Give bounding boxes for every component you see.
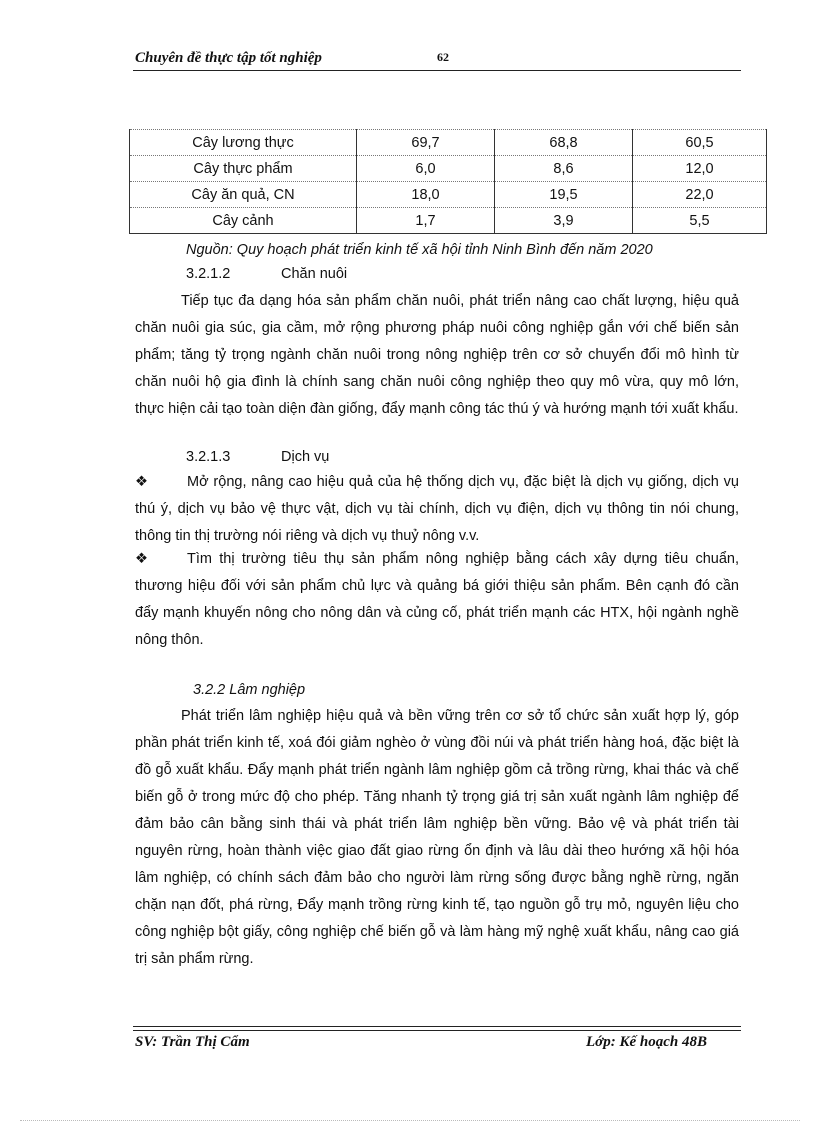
table-row bbox=[130, 130, 767, 156]
table-cell: Cây lương thực bbox=[130, 130, 357, 156]
table-cell: 6,0 bbox=[357, 156, 495, 182]
table-cell: Cây ăn quả, CN bbox=[130, 182, 357, 208]
crop-structure-table bbox=[129, 129, 767, 234]
table-cell: 18,0 bbox=[357, 182, 495, 208]
table-row bbox=[130, 182, 767, 208]
bullet-text: Mở rộng, nâng cao hiệu quả của hệ thống dịch vụ, đặc biệt là dịch vụ giống, dịch vụ thú ý, dịch vụ bảo vệ thực vật, dịch vụ tài chính, dịch vụ điện, dịch vụ thông tin nói chung, thông tin thị trường nói riêng và dịch vụ thuỷ nông v.v. bbox=[135, 474, 739, 544]
table-cell: 3,9 bbox=[495, 208, 633, 234]
diamond-bullet-icon: ❖ bbox=[135, 551, 148, 567]
section-heading-322: 3.2.2 Lâm nghiệp bbox=[193, 682, 306, 698]
table-source-note: Nguồn: Quy hoạch phát triển kinh tế xã hội tỉnh Ninh Bình đến năm 2020 bbox=[186, 242, 653, 258]
diamond-bullet-icon: ❖ bbox=[135, 474, 148, 490]
bullet-item bbox=[135, 546, 739, 654]
table-cell: Cây thực phẩm bbox=[130, 156, 357, 182]
bullet-text: Tìm thị trường tiêu thụ sản phẩm nông nghiệp bằng cách xây dựng tiêu chuẩn, thương hiệu đối với sản phẩm chủ lực và quảng bá giới thiệu sản phẩm. Bên cạnh đó cần đẩy mạnh khuyến nông cho nông dân và củng cố, phát triển mạnh các HTX, hội ngành nghề nông thôn. bbox=[135, 551, 739, 648]
table-row bbox=[130, 208, 767, 234]
table-cell: 22,0 bbox=[633, 182, 767, 208]
table-cell: 12,0 bbox=[633, 156, 767, 182]
page-edge bbox=[20, 1120, 800, 1121]
footer-divider bbox=[133, 1030, 741, 1031]
section-number: 3.2.1.3 bbox=[186, 449, 231, 465]
header-title: Chuyên đề thực tập tốt nghiệp bbox=[135, 50, 322, 66]
paragraph-text: Phát triển lâm nghiệp hiệu quả và bền vững trên cơ sở tổ chức sản xuất hợp lý, góp phần phát triển kinh tế, xoá đói giảm nghèo ở vùng đồi núi và phát triển hàng hoá, đặc biệt là đồ gỗ xuất khẩu. Đẩy mạnh phát triển ngành lâm nghiệp gồm cả trồng rừng, khai thác và chế biến gỗ ở trong mức độ cho phép. Tăng nhanh tỷ trọng giá trị sản xuất ngành lâm nghiệp để đảm bảo cân bằng sinh thái và phát triển lâm nghiệp bền vững. Bảo vệ và phát triển tài nguyên rừng, hoàn thành việc giao đất giao rừng ổn định và lâu dài theo hướng xã hội hóa lâm nghiệp, có chính sách đảm bảo cho người làm rừng sống được bằng nghề rừng, ngăn chặn nạn đốt, phá rừng, Đẩy mạnh trồng rừng kinh tế, tạo nguồn gỗ trụ mỏ, nguyên liệu cho công nghiệp bột giấy, công nghiệp chế biến gỗ và làm hàng mỹ nghệ xuất khẩu, nâng cao giá trị sản phẩm rừng. bbox=[135, 708, 739, 967]
table-cell: 8,6 bbox=[495, 156, 633, 182]
footer-class: Lớp: Kế hoạch 48B bbox=[586, 1034, 707, 1050]
table-cell: 69,7 bbox=[357, 130, 495, 156]
header-divider bbox=[133, 70, 741, 71]
paragraph-text: Tiếp tục đa dạng hóa sản phẩm chăn nuôi, phát triển nâng cao chất lượng, hiệu quả chăn nuôi gia súc, gia cầm, mở rộng phương pháp nuôi công nghiệp gắn với chế biến sản phẩm; tăng tỷ trọng ngành chăn nuôi trong nông nghiệp trên cơ sở chuyển đổi mô hình từ chăn nuôi hộ gia đình là chính sang chăn nuôi công nghiệp theo quy mô vừa, quy mô lớn, thực hiện cải tạo toàn diện đàn giống, đẩy mạnh công tác thú ý và hướng mạnh tới xuất khẩu. bbox=[135, 293, 739, 417]
table-cell: 1,7 bbox=[357, 208, 495, 234]
page-number: 62 bbox=[437, 50, 449, 64]
table-cell: 68,8 bbox=[495, 130, 633, 156]
footer-divider bbox=[133, 1026, 741, 1027]
bullet-item bbox=[135, 469, 739, 550]
table-cell: 5,5 bbox=[633, 208, 767, 234]
table-cell: Cây cảnh bbox=[130, 208, 357, 234]
section-title: Chăn nuôi bbox=[281, 266, 348, 282]
paragraph-lam-nghiep bbox=[135, 703, 739, 973]
paragraph-chan-nuoi bbox=[135, 288, 739, 423]
section-heading-3212 bbox=[186, 266, 347, 282]
section-number: 3.2.1.2 bbox=[186, 266, 231, 282]
section-title: Dịch vụ bbox=[281, 449, 330, 465]
table-cell: 19,5 bbox=[495, 182, 633, 208]
table-cell: 60,5 bbox=[633, 130, 767, 156]
section-heading-3213 bbox=[186, 449, 329, 465]
table-row bbox=[130, 156, 767, 182]
footer-student: SV: Trần Thị Cẩm bbox=[135, 1034, 250, 1050]
